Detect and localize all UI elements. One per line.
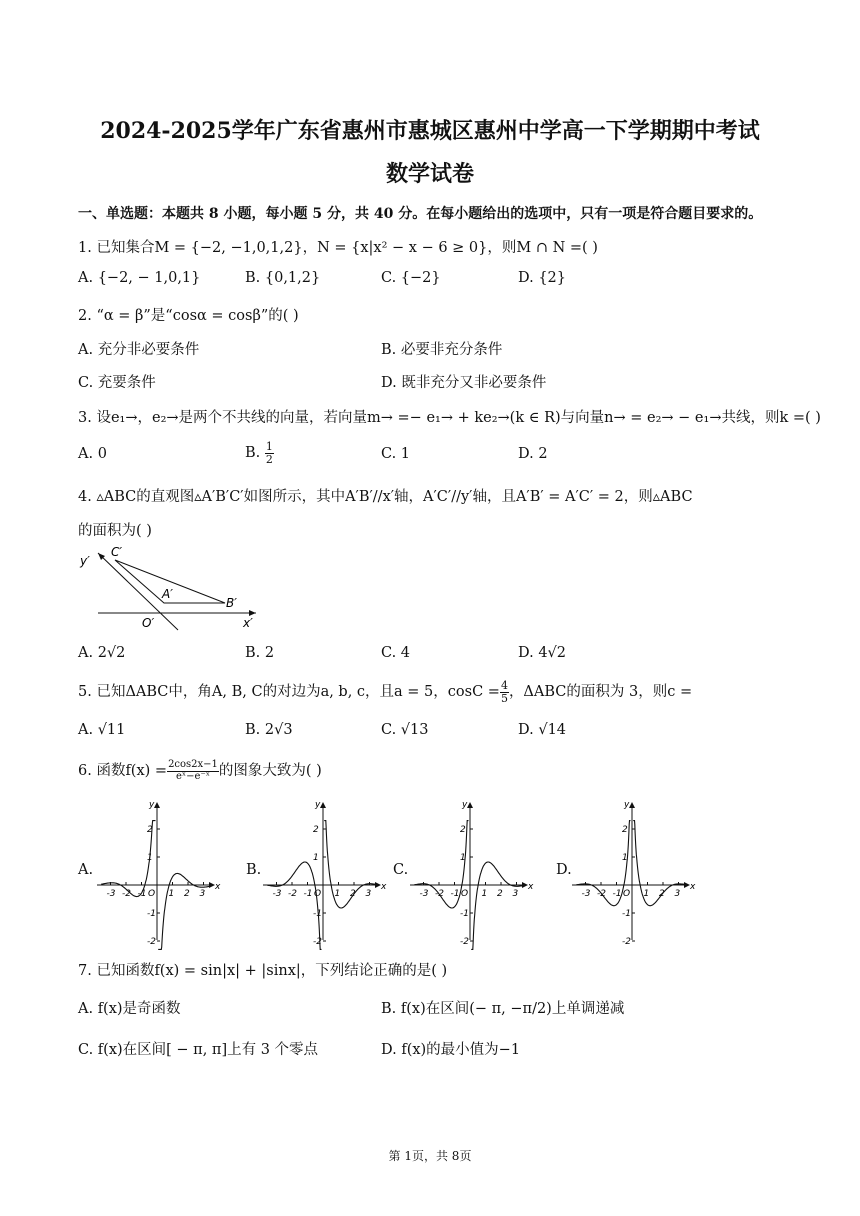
- q6-stem-post: 的图象大致为( ): [218, 763, 322, 779]
- y-tick-label: 1: [622, 853, 628, 863]
- x-tick-label: -3: [581, 889, 591, 899]
- q7-option-a: A. f(x)是奇函数: [78, 1001, 181, 1017]
- q3-frac-num: 1: [265, 440, 273, 453]
- y-axis-label: y: [315, 800, 321, 810]
- q4-option-b: B. 2: [245, 645, 275, 661]
- x-tick-label: 3: [365, 889, 372, 899]
- x-axis-label: x: [528, 882, 534, 892]
- y-tick-label: 1: [313, 853, 319, 863]
- y-tick-label: 2: [460, 825, 466, 835]
- q7-stem: 7. 已知函数f(x) = sin|x| + |sinx|，下列结论正确的是( ): [78, 963, 448, 979]
- q2-option-a: A. 充分非必要条件: [78, 342, 200, 358]
- y-axis-label: y: [624, 800, 630, 810]
- q3-option-b-letter: B.: [245, 445, 265, 462]
- y-axis-label: y: [462, 800, 468, 810]
- x-tick-label: 2: [184, 889, 190, 899]
- q2-option-b: B. 必要非充分条件: [381, 342, 503, 358]
- section-heading: 一、单选题：本题共 8 小题，每小题 5 分，共 40 分。在每小题给出的选项中，只有一项是符合题目要求的。: [78, 206, 763, 222]
- origin-label: O: [314, 889, 322, 899]
- origin-label: O: [461, 889, 469, 899]
- y-tick-label: -2: [313, 937, 322, 947]
- x-tick-label: 1: [643, 889, 650, 899]
- y-tick-label: -1: [313, 909, 322, 919]
- title-line-1: 2024-2025学年广东省惠州市惠城区惠州中学高一下学期期中考试: [100, 118, 760, 144]
- x-tick-label: -2: [288, 889, 297, 899]
- q2-option-c: C. 充要条件: [78, 375, 156, 391]
- q4-label-o: O′: [142, 616, 155, 630]
- y-tick-label: -1: [460, 909, 469, 919]
- x-tick-label: 3: [512, 889, 519, 899]
- q6-stem-pre: 6. 函数f(x) =: [78, 763, 168, 779]
- x-tick-label: -1: [137, 889, 147, 899]
- q7-option-d: D. f(x)的最小值为−1: [381, 1042, 521, 1058]
- q1-option-b: B. {0,1,2}: [245, 270, 321, 286]
- q5-stem: [78, 680, 692, 704]
- y-tick-label: 2: [147, 825, 153, 835]
- q6-option-a-letter: A.: [78, 862, 94, 878]
- q1-option-d: D. {2}: [518, 270, 567, 286]
- x-tick-label: -1: [612, 889, 622, 899]
- q6-stem: [78, 759, 322, 782]
- x-tick-label: 1: [168, 889, 175, 899]
- y-arrow: [154, 802, 160, 808]
- q6-graph-b: [258, 800, 388, 947]
- x-tick-label: 3: [199, 889, 206, 899]
- q3-fraction: [265, 441, 274, 465]
- function-curve: [576, 821, 684, 906]
- x-tick-label: -3: [272, 889, 282, 899]
- x-tick-label: -1: [303, 889, 313, 899]
- q4-option-a: A. 2√2: [78, 645, 126, 661]
- q4-label-c: C′: [111, 545, 123, 559]
- q3-option-b: [245, 441, 274, 465]
- q5-frac-num: 4: [500, 679, 508, 692]
- q4-label-x: x′: [243, 616, 253, 630]
- x-tick-label: 2: [497, 889, 503, 899]
- q6-graph-c: [405, 800, 535, 947]
- y-tick-label: -2: [147, 937, 156, 947]
- q6-option-b-letter: B.: [246, 862, 262, 878]
- y-tick-label: -1: [147, 909, 156, 919]
- x-tick-label: 2: [659, 889, 665, 899]
- y-tick-label: -2: [622, 937, 631, 947]
- q1-stem: 1. 已知集合M = {−2, −1,0,1,2}，N = {x|x² − x − 6 ≥ 0}，则M ∩ N =( ): [78, 240, 598, 256]
- x-tick-label: 1: [334, 889, 341, 899]
- y-tick-label: 2: [622, 825, 628, 835]
- q4-label-b: B′: [226, 596, 237, 610]
- q5-fraction: [500, 680, 509, 704]
- q4-stem-line-2: 的面积为( ): [78, 523, 152, 539]
- y-tick-label: 1: [147, 853, 153, 863]
- x-tick-label: -3: [419, 889, 429, 899]
- x-tick-label: -2: [435, 889, 444, 899]
- q4-figure: [78, 543, 278, 633]
- y-tick-label: -1: [622, 909, 631, 919]
- x-axis-label: x: [381, 882, 387, 892]
- q6-graph-d: [567, 800, 697, 947]
- q5-stem-pre: 5. 已知ΔABC中，角A, B, C的对边为a, b, c，且a = 5，cosC =: [78, 684, 500, 701]
- q7-option-b: B. f(x)在区间(− π, −π/2)上单调递减: [381, 1001, 625, 1017]
- q1-option-c: C. {−2}: [381, 270, 441, 286]
- q6-graph-a: [92, 800, 222, 947]
- x-tick-label: -3: [106, 889, 116, 899]
- q3-option-d: D. 2: [518, 446, 548, 462]
- y-tick-label: 2: [313, 825, 319, 835]
- y-arrow: [467, 802, 473, 808]
- y-tick-label: -2: [460, 937, 469, 947]
- x-axis-label: x: [215, 882, 221, 892]
- q4-stem-line-1: 4. ▵ABC的直观图▵A′B′C′如图所示，其中A′B′//x′轴，A′C′//y′轴，且A′B′ = A′C′ = 2，则▵ABC: [78, 489, 693, 505]
- q5-option-b: B. 2√3: [245, 722, 293, 738]
- q5-stem-post: ，ΔABC的面积为 3，则c =: [508, 684, 693, 701]
- x-tick-label: 1: [481, 889, 488, 899]
- q4-option-d: D. 4√2: [518, 645, 567, 661]
- q6-option-d-letter: D.: [556, 862, 572, 878]
- q5-option-c: C. √13: [381, 722, 429, 738]
- page-footer: 第 1页，共 8页: [388, 1149, 472, 1163]
- q4-label-y: y′: [80, 554, 90, 568]
- q6-frac-num: 2cos2x−1: [168, 759, 218, 770]
- q2-stem: 2. “α = β”是“cosα = cosβ”的( ): [78, 308, 299, 324]
- q6-fraction: [167, 760, 219, 782]
- x-tick-label: -1: [450, 889, 460, 899]
- q5-frac-den: 5: [500, 691, 508, 705]
- q5-option-a: A. √11: [78, 722, 126, 738]
- origin-label: O: [148, 889, 156, 899]
- q3-option-a: A. 0: [78, 446, 107, 462]
- x-tick-label: -2: [597, 889, 606, 899]
- q3-stem: 3. 设e₁→，e₂→是两个不共线的向量，若向量m→ =− e₁→ + ke₂→(k ∈ R)与向量n→ = e₂→ − e₁→共线，则k =( ): [78, 410, 821, 426]
- q6-frac-den: eˣ−e⁻ˣ: [176, 770, 210, 782]
- q3-option-c: C. 1: [381, 446, 411, 462]
- q4-option-c: C. 4: [381, 645, 411, 661]
- x-tick-label: 3: [674, 889, 681, 899]
- q3-frac-den: 2: [265, 452, 273, 466]
- x-tick-label: -2: [122, 889, 131, 899]
- q7-option-c: C. f(x)在区间[ − π, π]上有 3 个零点: [78, 1042, 319, 1058]
- y-arrow: [320, 802, 326, 808]
- q5-option-d: D. √14: [518, 722, 567, 738]
- origin-label: O: [623, 889, 631, 899]
- q1-option-a: A. {−2, − 1,0,1}: [78, 270, 201, 286]
- q2-option-d: D. 既非充分又非必要条件: [381, 375, 547, 391]
- x-axis-label: x: [690, 882, 696, 892]
- y-tick-label: 1: [460, 853, 466, 863]
- q4-label-a: A′: [162, 587, 173, 601]
- title-line-2: 数学试卷: [385, 161, 474, 187]
- x-tick-label: 2: [350, 889, 356, 899]
- y-axis-label: y: [149, 800, 155, 810]
- q6-option-c-letter: C.: [393, 862, 409, 878]
- y-arrow: [629, 802, 635, 808]
